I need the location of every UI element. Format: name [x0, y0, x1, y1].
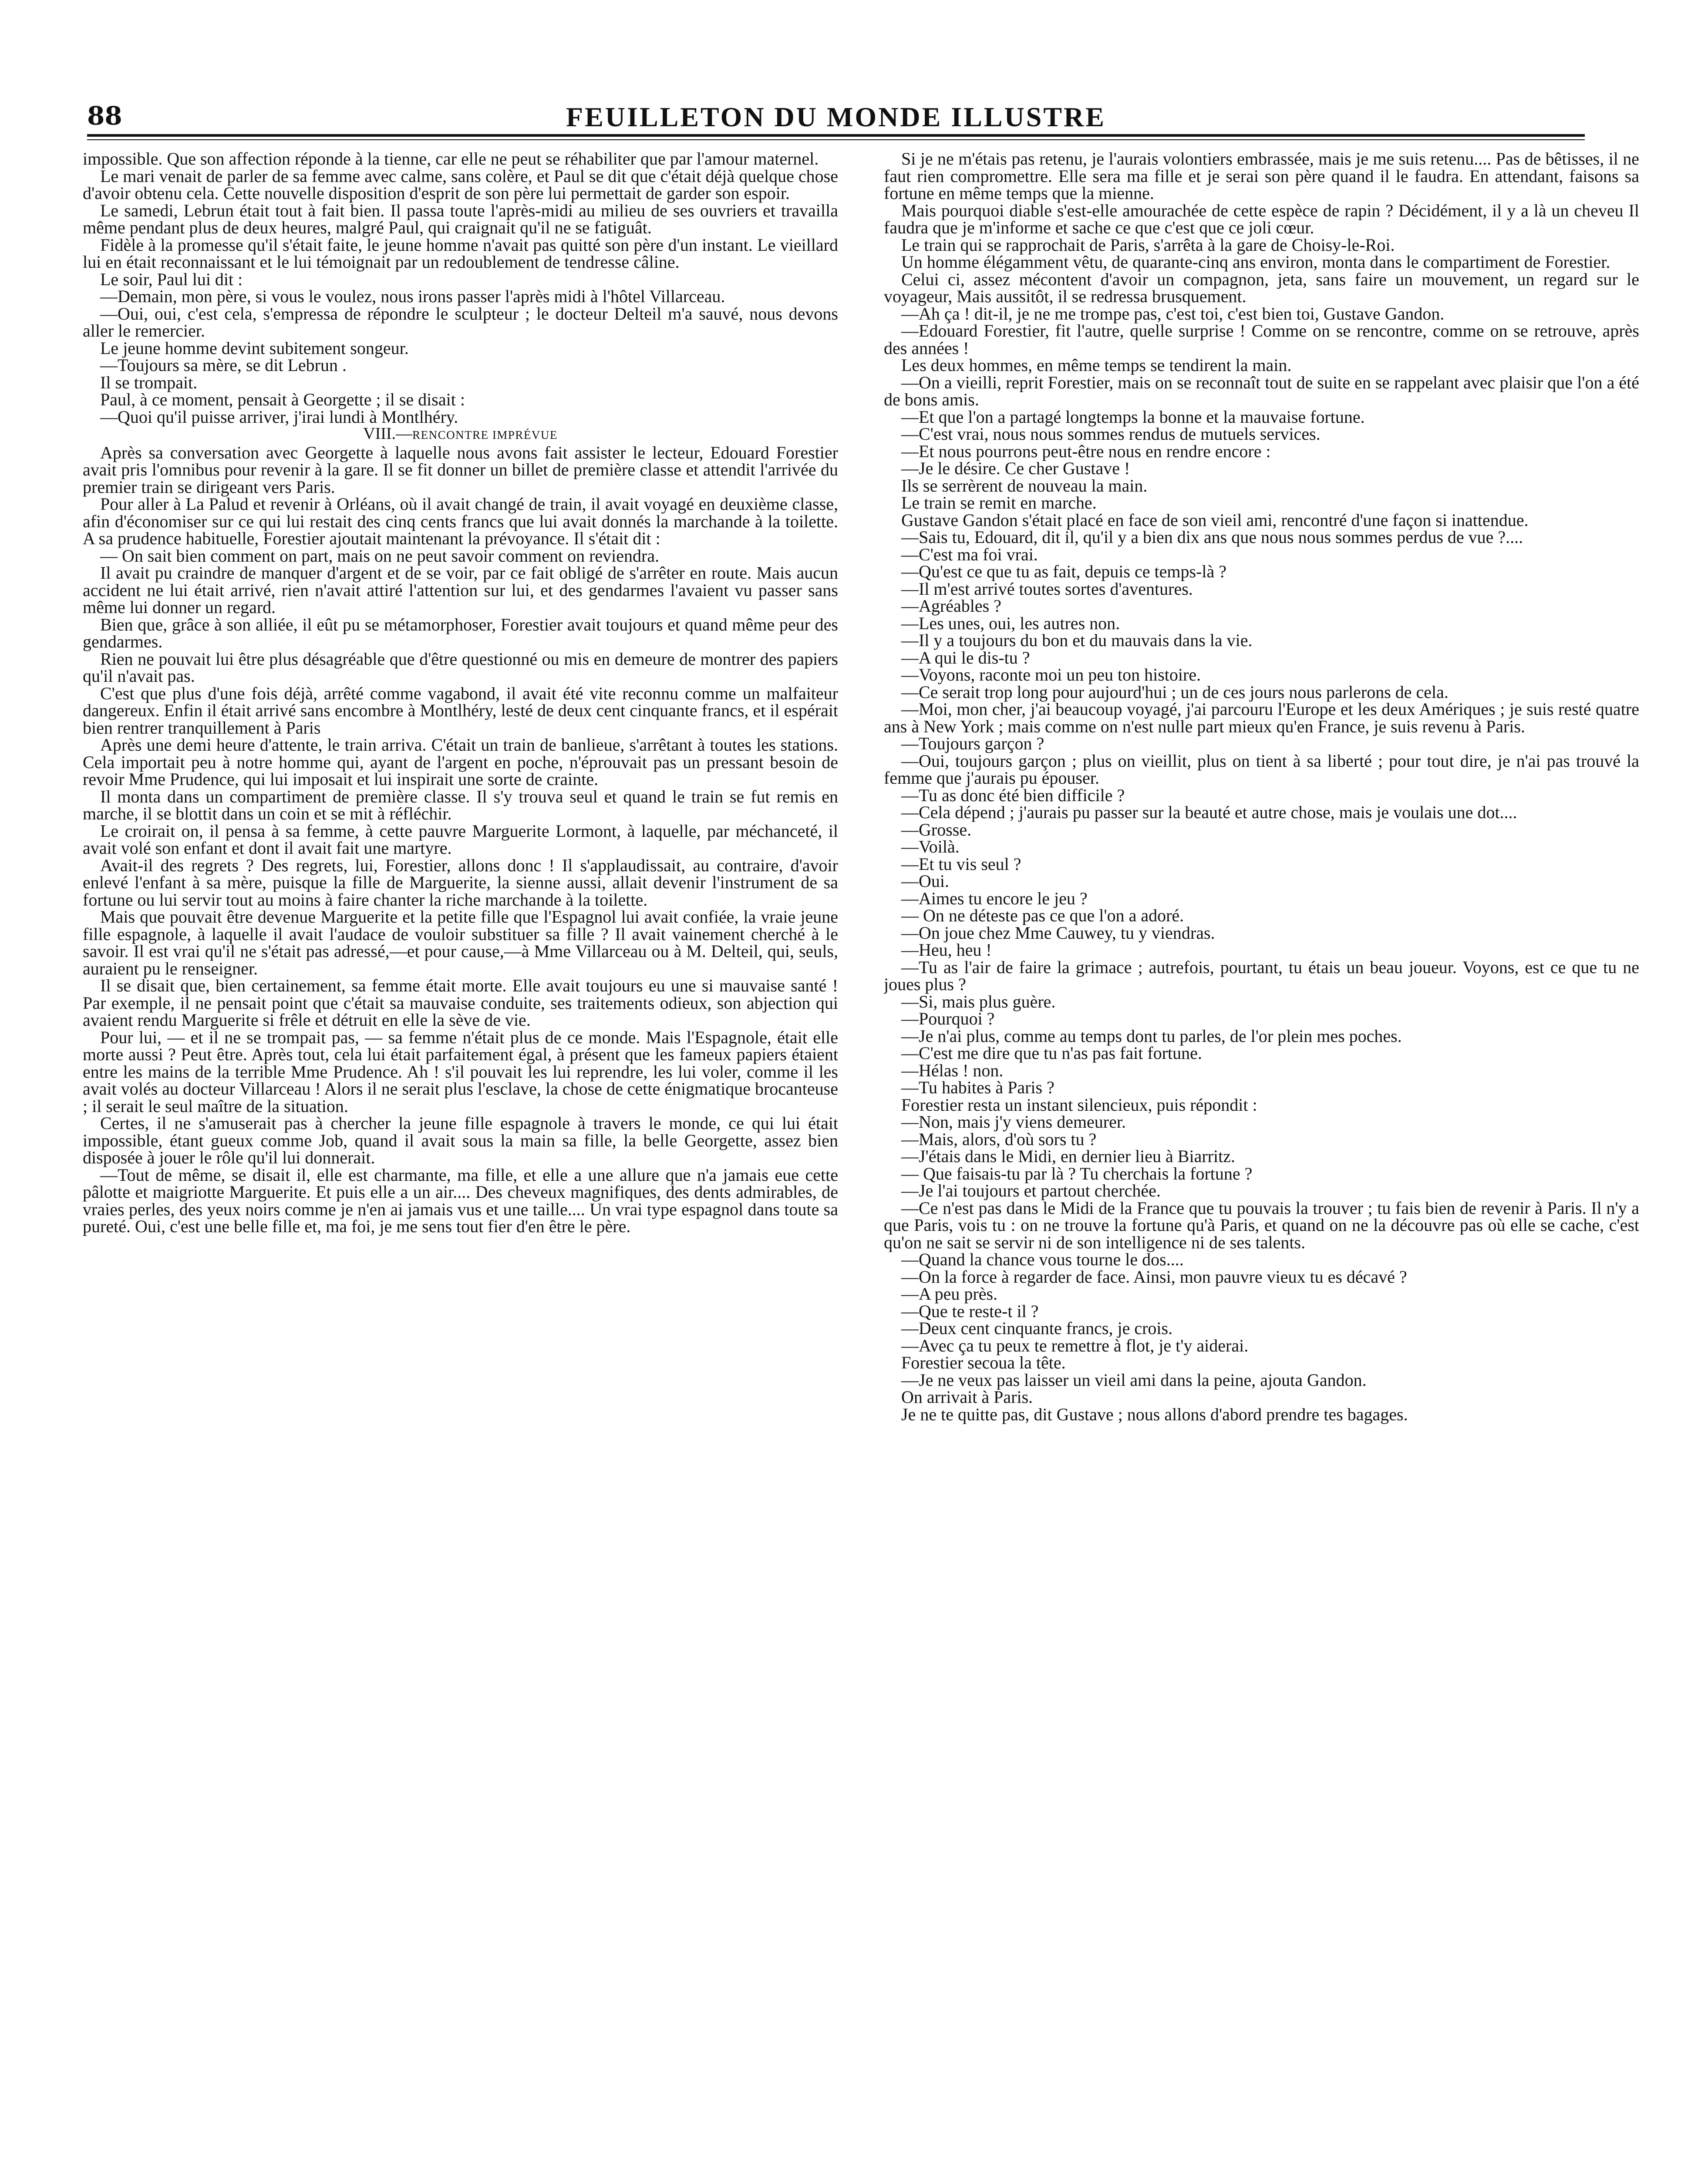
paragraph: Celui ci, assez mécontent d'avoir un compagnon, jeta, sans faire un mouvement, un regard sur le voyageur, Mais aussitôt, il se redressa brusquement.	[884, 269, 1639, 306]
paragraph: —Ah ça ! dit-il, je ne me trompe pas, c'est toi, c'est bien toi, Gustave Gandon.	[901, 303, 1445, 324]
paragraph: Avait-il des regrets ? Des regrets, lui, Forestier, allons donc ! Il s'applaudissait, au contraire, d'avoir enlevé l'enfant à sa mère, puisque la fille de Marguerite, la sienne aussi, allait devenir l'instrument de sa fortune ou lui servir tout au moins à faire chanter la riche marchande à la toilette.	[83, 855, 838, 910]
paragraph: —On la force à regarder de face. Ainsi, mon pauvre vieux tu es décavé ?	[901, 1267, 1407, 1287]
paragraph: —Et nous pourrons peut-être nous en rendre encore :	[901, 441, 1271, 461]
chapter-number: VIII.—	[363, 425, 413, 443]
left-column	[83, 150, 838, 2177]
paragraph: —Non, mais j'y viens demeurer.	[901, 1112, 1126, 1132]
paragraph: —Mais, alors, d'où sors tu ?	[901, 1129, 1097, 1149]
paragraph: —Et que l'on a partagé longtemps la bonne et la mauvaise fortune.	[901, 407, 1365, 427]
paragraph: Pour aller à La Palud et revenir à Orléans, où il avait changé de train, il avait voyagé en deuxième classe, afin d'économiser sur ce qui lui restait des cinq cents francs que lui avait donnés la marchande à la toilette. A sa prudence habituelle, Forestier ajoutait maintenant la prévoyance. Il s'était dit :	[83, 494, 838, 548]
paragraph: Après sa conversation avec Georgette à laquelle nous avons fait assister le lecteur, Edouard Forestier avait pris l'omnibus pour revenir à la gare. Il se fit donner un billet de première classe et attendit l'arrivée du premier train se dirigeant vers Paris.	[83, 442, 838, 497]
paragraph: Le train se remit en marche.	[901, 493, 1097, 512]
paragraph: —Les unes, oui, les autres non.	[901, 613, 1120, 633]
paragraph: —Pourquoi ?	[901, 1009, 995, 1028]
paragraph: —Il m'est arrivé toutes sortes d'aventures.	[901, 579, 1193, 599]
paragraph: —Je ne veux pas laisser un vieil ami dans la peine, ajouta Gandon.	[901, 1370, 1367, 1390]
paragraph: —Toujours sa mère, se dit Lebrun .	[100, 355, 347, 375]
paragraph: —Je n'ai plus, comme au temps dont tu parles, de l'or plein mes poches.	[901, 1026, 1402, 1046]
paragraph: —Toujours garçon ?	[901, 734, 1044, 753]
paragraph: —Edouard Forestier, fit l'autre, quelle surprise ! Comme on se rencontre, comme on se retrouve, après des années !	[884, 321, 1639, 358]
paragraph: —Qu'est ce que tu as fait, depuis ce temps-là ?	[901, 562, 1226, 581]
paragraph: —Grosse.	[901, 819, 972, 839]
paragraph: —Moi, mon cher, j'ai beaucoup voyagé, j'ai parcouru l'Europe et les deux Amériques ; je suis resté quatre ans à New York ; mais comme on n'est nulle part mieux qu'en France, je suis revenu à Paris.	[884, 699, 1639, 736]
paragraph: — On sait bien comment on part, mais on ne peut savoir comment on reviendra.	[100, 546, 660, 566]
paragraph: Il monta dans un compartiment de première classe. Il s'y trouva seul et quand le train se fut remis en marche, il se blottit dans un coin et se mit à réfléchir.	[83, 786, 838, 823]
paragraph: Forestier secoua la tête.	[901, 1353, 1066, 1372]
paragraph: —Ce n'est pas dans le Midi de la France que tu pouvais la trouver ; tu fais bien de revenir à Paris. Il n'y a que Paris, vois tu : on ne trouve la fortune qu'à Paris, et quand on ne la découvre pas où elle se cache, c'est qu'on ne sait se servir ni de son intelligence ni de ses talents.	[884, 1198, 1639, 1252]
paragraph: —Heu, heu !	[901, 940, 992, 960]
paragraph: Paul, à ce moment, pensait à Georgette ; il se disait :	[100, 390, 465, 409]
paragraph: Un homme élégamment vêtu, de quarante-cinq ans environ, monta dans le compartiment de Forestier.	[901, 252, 1610, 272]
paragraph: —Et tu vis seul ?	[901, 854, 1021, 874]
paragraph: Il avait pu craindre de manquer d'argent et de se voir, par ce fait obligé de s'arrêter en route. Mais aucun accident ne lui était arrivé, rien n'avait attiré l'attention sur lui, et des gendarmes l'avaient vu passer sans même lui donner un regard.	[83, 563, 838, 617]
paragraph: Bien que, grâce à son alliée, il eût pu se métamorphoser, Forestier avait toujours et quand même peur des gendarmes.	[83, 614, 838, 651]
paragraph: —Tout de même, se disait il, elle est charmante, ma fille, et elle a une allure que n'a jamais eue cette pâlotte et maigriotte Marguerite. Et puis elle a un air.... Des cheveux magnifiques, des dents admirables, de vraies perles, des yeux noirs comme je n'en ai jamais vus et une taille.... Un vrai type espagnol dans toute sa pureté. Oui, c'est une belle fille et, ma foi, je me sens tout fier d'en être le père.	[83, 1165, 838, 1236]
paragraph: —On joue chez Mme Cauwey, tu y viendras.	[901, 923, 1215, 943]
paragraph: Le soir, Paul lui dit :	[100, 269, 243, 289]
paragraph: — On ne déteste pas ce que l'on a adoré.	[901, 906, 1184, 925]
paragraph: Mais pourquoi diable s'est-elle amourachée de cette espèce de rapin ? Décidément, il y a là un cheveu Il faudra que je m'informe et sache ce que c'est que ce joli cœur.	[884, 200, 1639, 237]
paragraph: —Voyons, raconte moi un peu ton histoire.	[901, 665, 1201, 684]
paragraph: Il se trompait.	[100, 372, 198, 392]
paragraph: —C'est me dire que tu n'as pas fait fortune.	[901, 1043, 1202, 1063]
paragraph: —J'étais dans le Midi, en dernier lieu à Biarritz.	[901, 1146, 1235, 1166]
paragraph: Les deux hommes, en même temps se tendirent la main.	[901, 355, 1292, 375]
paragraph: —Je l'ai toujours et partout cherchée.	[901, 1181, 1161, 1200]
paragraph: Le croirait on, il pensa à sa femme, à cette pauvre Marguerite Lormont, à laquelle, par méchanceté, il avait volé son enfant et dont il avait fait une martyre.	[83, 821, 838, 858]
paragraph: —Si, mais plus guère.	[901, 991, 1056, 1011]
paragraph: —Ce serait trop long pour aujourd'hui ; un de ces jours nous parlerons de cela.	[901, 682, 1449, 702]
paragraph: Mais que pouvait être devenue Marguerite et la petite fille que l'Espagnol lui avait confiée, la vraie jeune fille espagnole, à laquelle il avait l'audace de vouloir substituer sa fille ? Il avait vainement cherché à le savoir. Il est vrai qu'il ne s'était pas adressé,—et pour cause,—à Mme Villarceau ou à M. Delteil, qui, seuls, auraient pu le renseigner.	[83, 907, 838, 978]
chapter-heading	[83, 425, 838, 444]
page-header	[87, 101, 1585, 132]
paragraph: Il se disait que, bien certainement, sa femme était morte. Elle avait toujours eu une si mauvaise santé ! Par exemple, il ne pensait point que c'était sa mauvaise conduite, ses traitements odieux, son abjection qui avaient rendu Marguerite si frêle et détruit en elle la sève de vie.	[83, 976, 838, 1030]
paragraph: —Cela dépend ; j'aurais pu passer sur la beauté et autre chose, mais je voulais une dot....	[901, 802, 1517, 822]
paragraph: Le train qui se rapprochait de Paris, s'arrêta à la gare de Choisy-le-Roi.	[901, 235, 1395, 255]
paragraph: C'est que plus d'une fois déjà, arrêté comme vagabond, il avait été vite reconnu comme un malfaiteur dangereux. Enfin il était arrivé sans encombre à Montlhéry, lesté de deux cent cinquante francs, et il espérait bien rentrer tranquillement à Paris	[83, 683, 838, 738]
paragraph: —Demain, mon père, si vous le voulez, nous irons passer l'après midi à l'hôtel Villarceau.	[100, 286, 725, 306]
paragraph: Fidèle à la promesse qu'il s'était faite, le jeune homme n'avait pas quitté son père d'un instant. Le vieillard lui en était reconnaissant et le lui témoignait par un redoublement de tendresse câline.	[83, 235, 838, 272]
paragraph: —Oui, toujours garçon ; plus on vieillit, plus on tient à sa liberté ; pour tout dire, je n'ai pas trouvé la femme que j'aurais pu épouser.	[884, 751, 1639, 788]
paragraph: —Hélas ! non.	[901, 1060, 1004, 1080]
paragraph: —C'est vrai, nous nous sommes rendus de mutuels services.	[901, 424, 1321, 444]
paragraph: Ils se serrèrent de nouveau la main.	[901, 475, 1148, 495]
paragraph: —C'est ma foi vrai.	[901, 544, 1038, 564]
header-rule-thick	[87, 134, 1585, 137]
paragraph: —Que te reste-t il ?	[901, 1301, 1039, 1321]
page-number: 88	[87, 101, 122, 131]
paragraph: Certes, il ne s'amuserait pas à chercher la jeune fille espagnole à travers le monde, ce qui lui était impossible, étant gueux comme Job, quand il avait sous la main sa fille, la belle Georgette, assez bien disposée à jouer le rôle qu'il lui donnerait.	[83, 1113, 838, 1167]
paragraph: Le mari venait de parler de sa femme avec calme, sans colère, et Paul se dit que c'était déjà quelque chose d'avoir obtenu cela. Cette nouvelle disposition d'esprit de son père lui permettait de garder son espoir.	[83, 166, 838, 203]
paragraph: —Voilà.	[901, 837, 960, 856]
paragraph: On arrivait à Paris.	[901, 1387, 1033, 1407]
paragraph: —Tu as donc été bien difficile ?	[901, 785, 1125, 805]
paragraph: —Il y a toujours du bon et du mauvais dans la vie.	[901, 630, 1253, 650]
paragraph: Je ne te quitte pas, dit Gustave ; nous allons d'abord prendre tes bagages.	[901, 1404, 1408, 1424]
paragraph: —Quand la chance vous tourne le dos....	[901, 1250, 1184, 1269]
paragraph: —Je le désire. Ce cher Gustave !	[901, 458, 1130, 478]
paragraph: Rien ne pouvait lui être plus désagréable que d'être questionné ou mis en demeure de montrer des papiers qu'il n'avait pas.	[83, 649, 838, 686]
paragraph: —Agréables ?	[901, 596, 1001, 616]
paragraph: —Tu as l'air de faire la grimace ; autrefois, pourtant, tu étais un beau joueur. Voyons, est ce que tu ne joues plus ?	[884, 957, 1639, 994]
paragraph: —Deux cent cinquante francs, je crois.	[901, 1318, 1173, 1338]
publication-title: FEUILLETON DU MONDE ILLUSTRE	[566, 101, 1106, 132]
paragraph: —Sais tu, Edouard, dit il, qu'il y a bien dix ans que nous nous sommes perdus de vue ?....	[901, 527, 1523, 547]
paragraph: —Avec ça tu peux te remettre à flot, je t'y aiderai.	[901, 1335, 1249, 1355]
paragraph: —A peu près.	[901, 1284, 998, 1304]
paragraph: —Quoi qu'il puisse arriver, j'irai lundi à Montlhéry.	[100, 407, 458, 427]
paragraph: —Oui.	[901, 871, 949, 891]
paragraph: —A qui le dis-tu ?	[901, 647, 1030, 667]
paragraph: Gustave Gandon s'était placé en face de son vieil ami, rencontré d'une façon si inattendue.	[901, 510, 1529, 530]
right-column	[884, 150, 1639, 2177]
paragraph: —Aimes tu encore le jeu ?	[901, 888, 1088, 908]
paragraph: Après une demi heure d'attente, le train arriva. C'était un train de banlieue, s'arrêtant à toutes les stations. Cela importait peu à notre homme qui, ayant de l'argent en poche, n'éprouvait pas un pressant besoin de revoir Mme Prudence, qui lui imposait et lui inspirait une sorte de crainte.	[83, 735, 838, 789]
paragraph: —Tu habites à Paris ?	[901, 1078, 1054, 1097]
paragraph: impossible. Que son affection réponde à la tienne, car elle ne peut se réhabiliter que par l'amour maternel.	[83, 150, 819, 168]
paragraph: —On a vieilli, reprit Forestier, mais on se reconnaît tout de suite en se rappelant avec plaisir que l'on a été de bons amis.	[884, 372, 1639, 409]
paragraph: —Oui, oui, c'est cela, s'empressa de répondre le sculpteur ; le docteur Delteil m'a sauvé, nous devons aller le remercier.	[83, 303, 838, 340]
paragraph: Le samedi, Lebrun était tout à fait bien. Il passa toute l'après-midi au milieu de ses ouvriers et travailla même pendant plus de deux heures, malgré Paul, qui craignait qu'il ne se fatiguât.	[83, 200, 838, 237]
paragraph: Si je ne m'étais pas retenu, je l'aurais volontiers embrassée, mais je me suis retenu.... Pas de bêtisses, il ne faut rien compromettre. Elle sera ma fille et je serai son père quand il le faudra. En attendant, faisons sa fortune en même temps que la mienne.	[884, 150, 1639, 203]
paragraph: Pour lui, — et il ne se trompait pas, — sa femme n'était plus de ce monde. Mais l'Espagnole, était elle morte aussi ? Peut être. Après tout, cela lui était parfaitement égal, à présent que les fameux papiers étaient entre les mains de la terrible Mme Prudence. Ah ! s'il pouvait les lui reprendre, les lui voler, comme il les avait volés au docteur Villarceau ! Alors il ne serait plus l'esclave, la chose de cette énigmatique brocanteuse ; il serait le seul maître de la situation.	[83, 1027, 838, 1116]
chapter-title: RENCONTRE IMPRÉVUE	[412, 428, 558, 441]
paragraph: Le jeune homme devint subitement songeur.	[100, 338, 409, 358]
header-rule-thin	[87, 139, 1585, 140]
paragraph: — Que faisais-tu par là ? Tu cherchais la fortune ?	[901, 1163, 1253, 1183]
paragraph: Forestier resta un instant silencieux, puis répondit :	[901, 1095, 1257, 1115]
